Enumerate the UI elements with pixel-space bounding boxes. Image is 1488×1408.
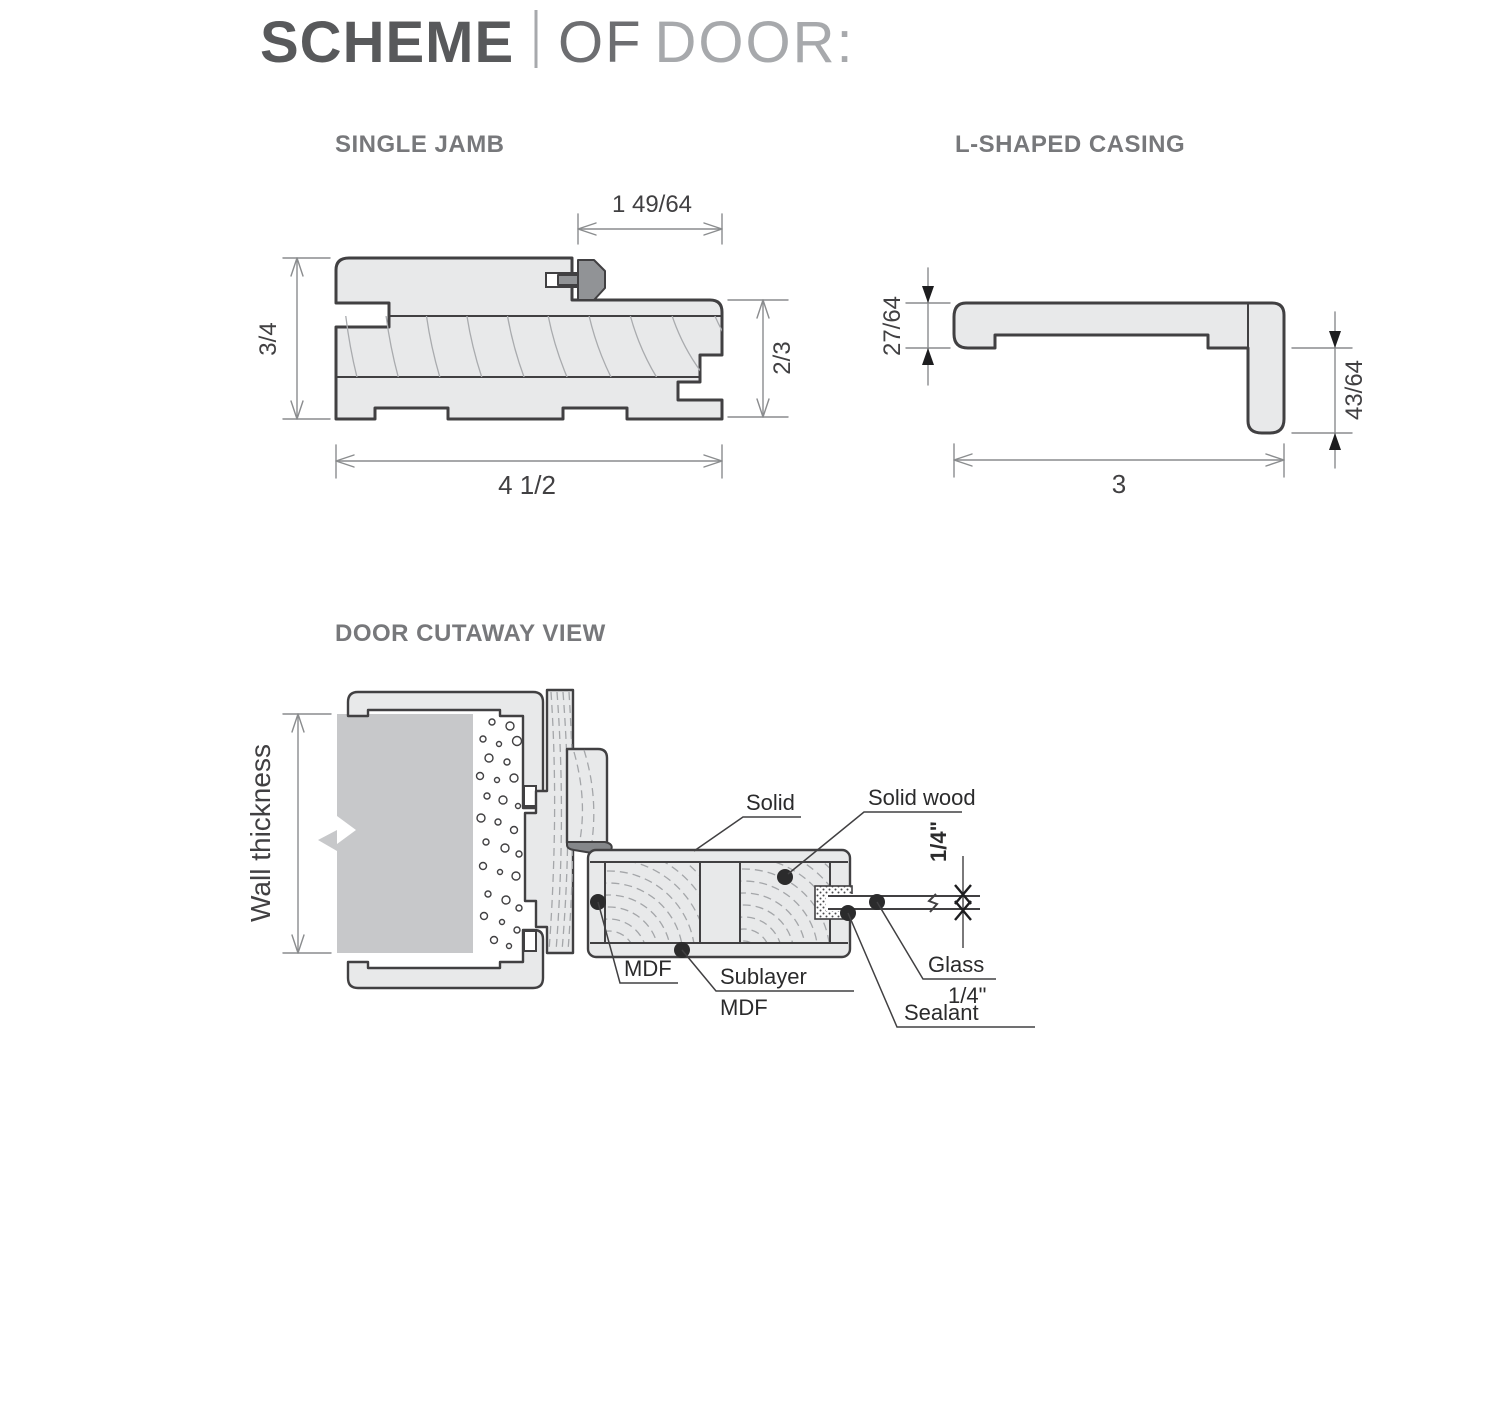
l-casing-drawing (879, 268, 1368, 499)
wall-block (337, 714, 473, 953)
cutaway-heading: DOOR CUTAWAY VIEW (335, 620, 606, 647)
jamb-dim-left-value: 3/4 (255, 322, 282, 356)
label-sublayer-line2: MDF (720, 995, 768, 1020)
label-solid: Solid (746, 790, 795, 815)
jamb-dim-bottom (336, 445, 722, 500)
glass-dim-value: 1/4" (926, 820, 951, 862)
wall-thickness-dim (245, 714, 331, 953)
label-solid-wood: Solid wood (868, 785, 976, 810)
wall-break-tab (318, 830, 337, 851)
page-subtitle (558, 10, 855, 75)
jamb-profile (336, 258, 722, 419)
casing-profile (954, 303, 1284, 433)
top-casing-notch (524, 786, 536, 806)
casing-dim-bottom (954, 444, 1284, 499)
bottom-casing-notch (524, 931, 536, 951)
label-sealant: Sealant (904, 1000, 979, 1025)
label-sublayer-line1: Sublayer (720, 964, 807, 989)
wall-thickness-label: Wall thickness (245, 744, 276, 922)
casing-dim-right (1292, 312, 1368, 468)
casing-dim-left-value: 27/64 (879, 295, 906, 357)
jamb-dim-right-value: 2/3 (769, 341, 796, 375)
door-panel-outline (588, 850, 850, 957)
jamb-dim-top (578, 191, 722, 244)
label-glass-line1: Glass (928, 952, 985, 977)
jamb-dim-left (255, 258, 330, 419)
subtitle-door: DOOR: (654, 10, 855, 75)
casing-dim-bottom-value: 3 (1111, 469, 1127, 499)
single-jamb-heading: SINGLE JAMB (335, 131, 505, 158)
l-casing-heading: L-SHAPED CASING (955, 131, 1186, 158)
casing-dim-left (879, 268, 950, 385)
cutaway-drawing (245, 690, 1035, 1079)
glass-dim (926, 821, 980, 948)
leader-solid (694, 817, 801, 851)
jamb-dim-bottom-value: 4 1/2 (498, 470, 556, 500)
jamb-dim-right (728, 300, 796, 417)
weatherstrip-stem (558, 275, 580, 285)
label-glass-line2: 1/4" (948, 983, 987, 1008)
jamb-dim-top-value: 1 49/64 (611, 191, 693, 218)
label-mdf: MDF (624, 956, 672, 981)
casing-dim-right-value: 43/64 (1341, 359, 1368, 421)
subtitle-of: OF (558, 10, 643, 75)
foam-bubbles (477, 719, 523, 949)
weatherstrip-icon (578, 260, 605, 300)
page-title: SCHEME (260, 10, 515, 75)
